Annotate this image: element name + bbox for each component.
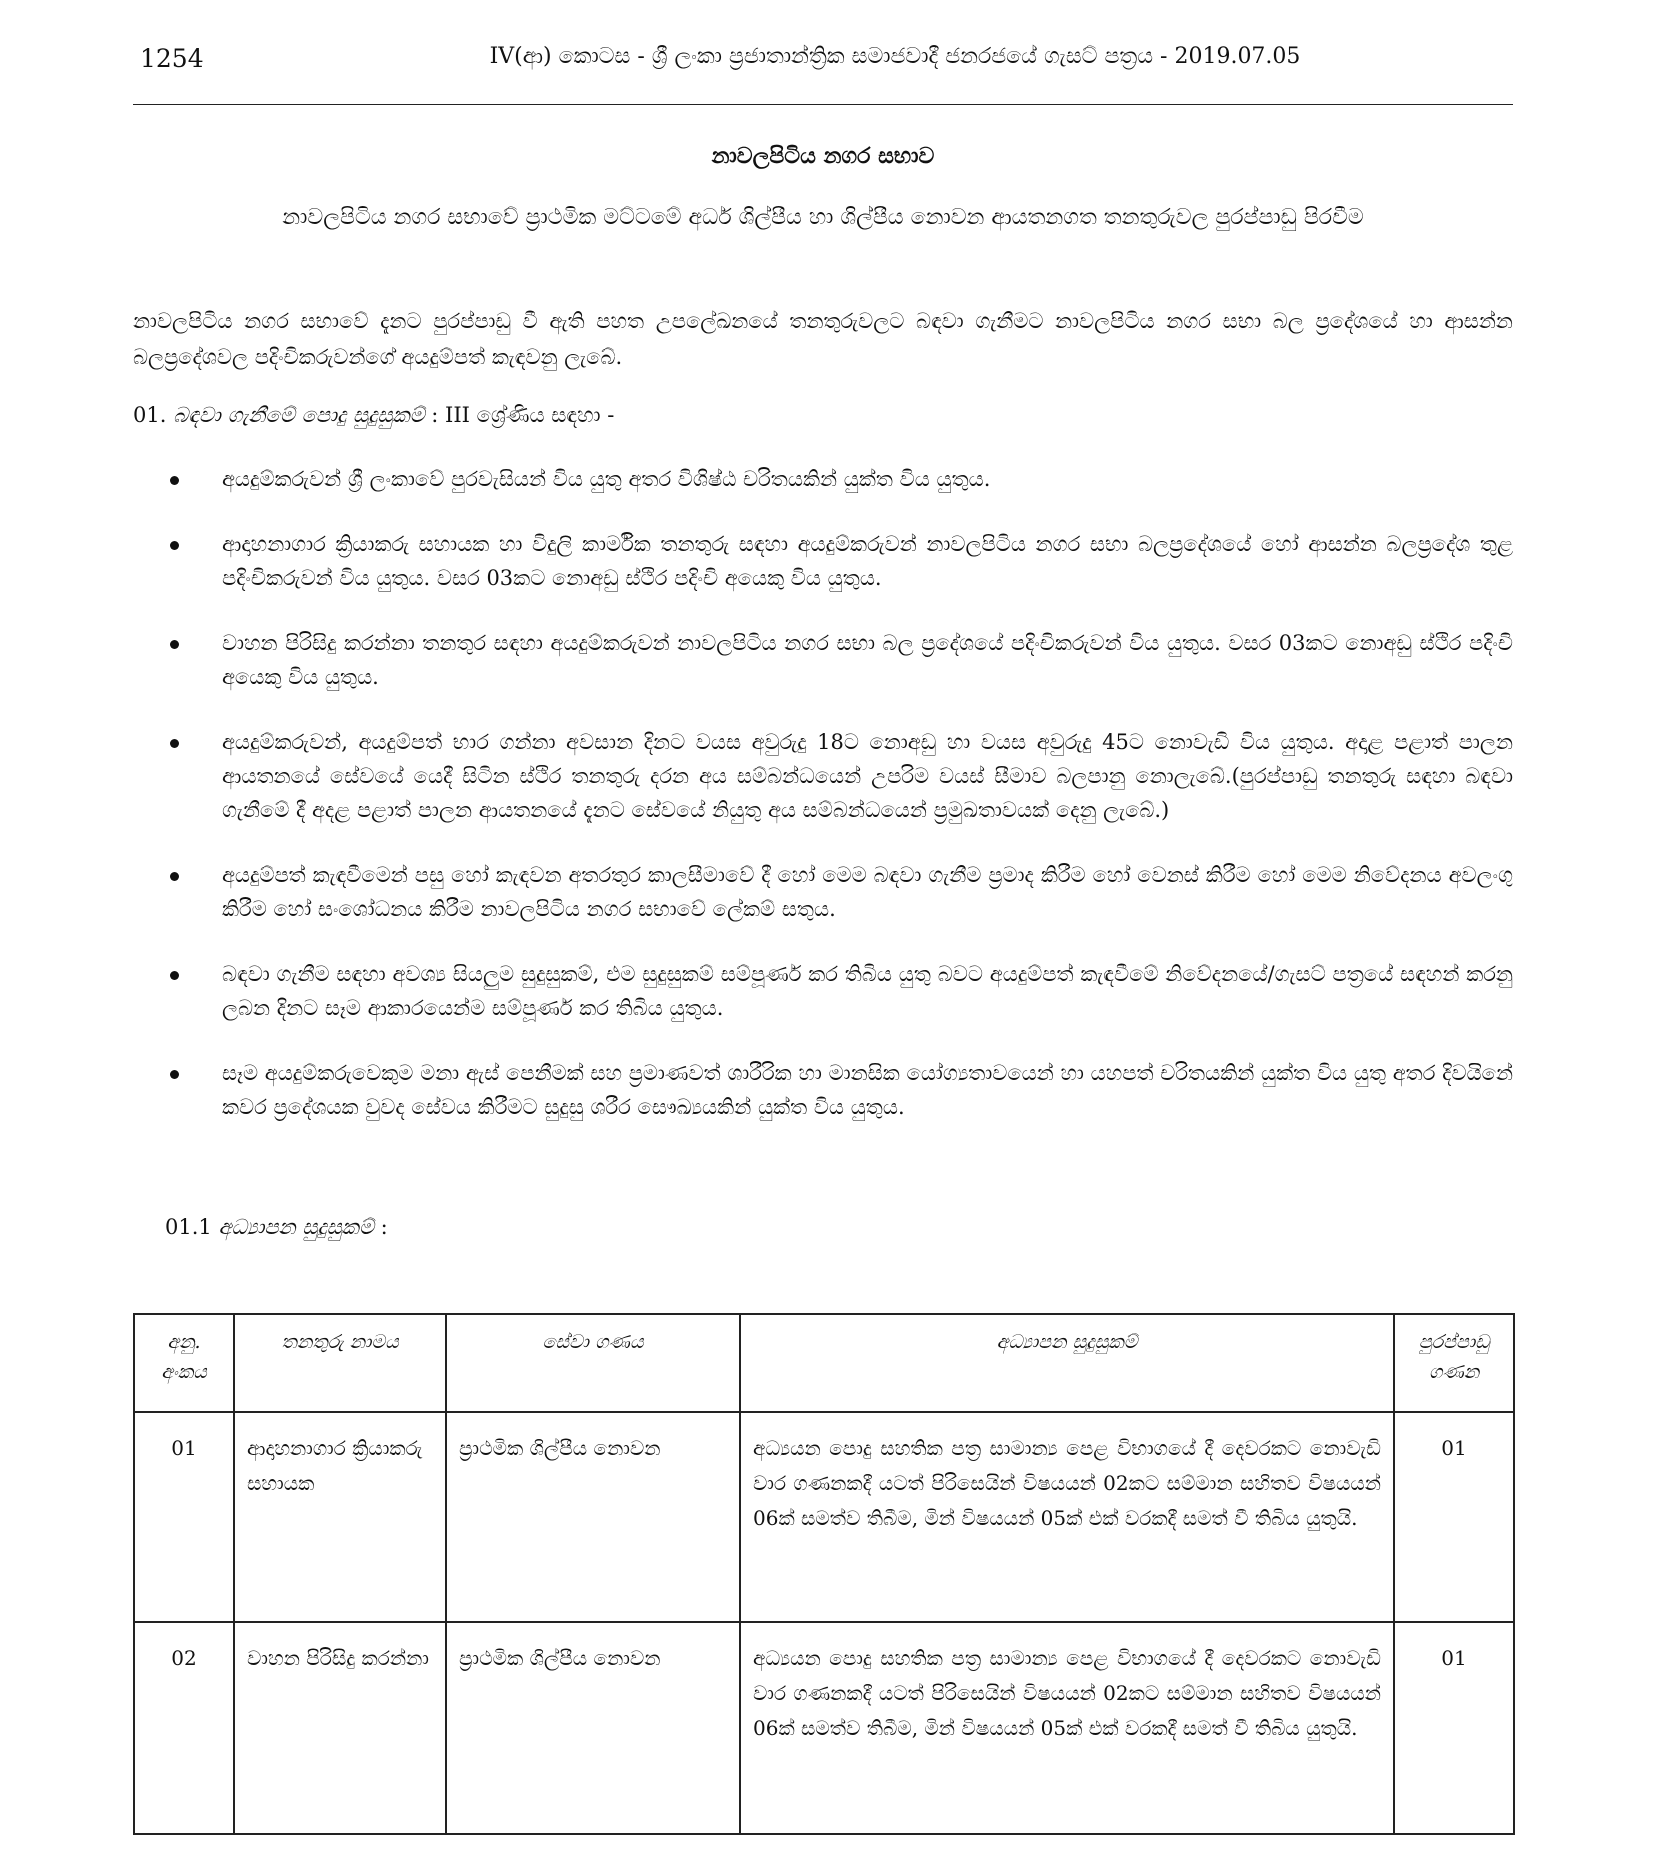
header-divider — [133, 104, 1513, 105]
cell-service: ප්‍රාථමික ශිල්පීය නොවන — [446, 1622, 740, 1834]
cell-post: ආදාහනාගාර ක්‍රියාකරු සහායක — [234, 1412, 446, 1622]
document-subtitle: නාවලපිටිය නගර සභාවේ ප්‍රාථමික මට්ටමේ අර්ධ ශිල්පීය හා ශිල්පීය නොවන ආයතනගත තනතුරුවල පුරප්පාඩු පිරවීම — [282, 205, 1364, 230]
column-header-qualification: අධ්‍යාපන සුදුසුකම් — [740, 1314, 1394, 1412]
qualifications-table — [133, 1313, 1515, 1835]
section-title: බඳවා ගැනීමේ පොදු සුදුසුකම් — [173, 403, 425, 427]
bullet-icon — [170, 541, 179, 550]
bullet-icon — [170, 739, 179, 748]
column-header-service: සේවා ගණය — [446, 1314, 740, 1412]
bullet-icon — [170, 476, 179, 485]
document-title: නාවලපිටිය නගර සභාව — [711, 143, 935, 169]
section-number: 01. — [133, 403, 167, 427]
table-row — [134, 1622, 1514, 1834]
cell-vacancies: 01 — [1394, 1412, 1514, 1622]
bullet-text: අයදුම්පත් කැඳවීමෙන් පසු හෝ කැඳවන අතරතුර කාලසීමාවේ දී හෝ මෙම බඳවා ගැනීම ප්‍රමාද කිරීම හෝ වෙනස් කිරීම හෝ මෙම නිවේදනය අවලංගු කිරීම හෝ සංශෝධනය කිරීම නාවලපිටිය නගර සභාවේ ලේකම් සතුය. — [222, 863, 1513, 921]
list-item — [160, 1056, 1513, 1124]
cell-service: ප්‍රාථමික ශිල්පීය නොවන — [446, 1412, 740, 1622]
column-header-vacancies: පුරප්පාඩු ගණන — [1394, 1314, 1514, 1412]
section-number: 01.1 — [165, 1215, 212, 1239]
column-header-post: තනතුරු නාමය — [234, 1314, 446, 1412]
bullet-icon — [170, 640, 179, 649]
bullet-text: ආදාහනාගාර ක්‍රියාකරු සහායක හා විදුලි කාර්මික තනතුරු සඳහා අයදුම්කරුවන් නාවලපිටිය නගර සභා බලප්‍රදේශයේ හෝ ආසන්න බලප්‍රදේශ තුළ පදිංචිකරුවන් විය යුතුය. වසර 03කට නොඅඩු ස්ථිර පදිංචි අයෙකු විය යුතුය. — [222, 532, 1513, 590]
list-item — [160, 626, 1513, 694]
bullet-text: වාහන පිරිසිදු කරන්නා තනතුර සඳහා අයදුම්කරුවන් නාවලපිටිය නගර සභා බල ප්‍රදේශයේ පදිංචිකරුවන් විය යුතුය. වසර 03කට නොඅඩු ස්ථිර පදිංචි අයෙකු විය යුතුය. — [222, 631, 1513, 689]
list-item — [160, 462, 1513, 496]
list-item — [160, 527, 1513, 595]
list-item — [160, 858, 1513, 926]
bullet-text: අයදුම්කරුවන් ශ්‍රී ලංකාවේ පුරවැසියන් විය යුතු අතර විශිෂ්ඨ චරිතයකින් යුක්ත විය යුතුය. — [222, 467, 991, 491]
page-header — [140, 44, 1512, 84]
cell-serial: 01 — [134, 1412, 234, 1622]
bullet-text: බඳවා ගැනීම සඳහා අවශ්‍ය සියලුම සුදුසුකම්, එම සුදුසුකම් සම්පූර්ණ කර තිබිය යුතු බවට අයදුම්පත් කැඳවීමේ නිවේදනයේ/ගැසට් පත්‍රයේ සඳහන් කරනු ලබන දිනට සෑම ආකාරයෙන්ම සම්පූර්ණ කර තිබිය යුතුය. — [222, 962, 1513, 1020]
gazette-header-title: IV(ආ) කොටස - ශ්‍රී ලංකා ප්‍රජාතාන්ත්‍රික සමාජවාදී ජනරජයේ ගැසට් පත්‍රය - 2019.07.05 — [489, 44, 1301, 69]
section-general-qualifications — [133, 403, 1513, 428]
column-header-serial: අනු. අංකය — [134, 1314, 234, 1412]
cell-vacancies: 01 — [1394, 1622, 1514, 1834]
bullet-icon — [170, 872, 179, 881]
section-title: අධ්‍යාපන සුදුසුකම් — [218, 1215, 374, 1239]
cell-qualification: අධ්‍යයන පොදු සහතික පත්‍ර සාමාන්‍ය පෙළ විභාගයේ දී දෙවරකට නොවැඩි වාර ගණනකදී යටත් පිරිසෙයින් විෂයයන් 02කට සම්මාන සහිතව විෂයයන් 06ක් සමත්ව තිබීම, මින් විෂයයන් 05ක් එක් වරකදී සමත් වී තිබිය යුතුයි. — [740, 1412, 1394, 1622]
bullet-icon — [170, 971, 179, 980]
bullet-text: අයදුම්කරුවන්, අයදුම්පත් භාර ගන්නා අවසාන දිනට වයස අවුරුදු 18ට නොඅඩු හා වයස අවුරුදු 45ට නොවැඩි විය යුතුය. අදාළ පළාත් පාලන ආයතනයේ සේවයේ යෙදී සිටින ස්ථිර තනතුරු දරන අය සම්බන්ධයෙන් උපරිම වයස් සීමාව බලපානු නොලැබේ.(පුරප්පාඩු තනතුරු සඳහා බඳවා ගැනීමේ දී අදළ පළාත් පාලන ආයතනයේ දැනට සේවයේ නියුතු අය සම්බන්ධයෙන් ප්‍රමුඛතාවයක් දෙනු ලැබේ.) — [222, 730, 1513, 822]
section-educational-qualifications — [165, 1215, 388, 1240]
bullet-text: සෑම අයදුම්කරුවෙකුම මනා ඇස් පෙනීමක් සහ ප්‍රමාණවත් ශාරීරික හා මානසික යෝග්‍යතාවයෙන් හා යහපත් චරිතයකින් යුක්ත විය යුතු අතර දිවයිනේ කවර ප්‍රදේශයක වුවද සේවය කිරීමට සුදුසු ශරීර සෞඛ්‍යයකින් යුක්ත විය යුතුය. — [222, 1061, 1513, 1119]
section-suffix: : III ශ්‍රේණිය සඳහා - — [431, 403, 615, 427]
qualification-bullet-list — [160, 462, 1513, 1155]
intro-paragraph: නාවලපිටිය නගර සභාවේ දැනට පුරප්පාඩු වී ඇති පහත උපලේඛනයේ තනතුරුවලට බඳවා ගැනීමට නාවලපිටිය නගර සභා බල ප්‍රදේශයේ හා ආසන්න බලප්‍රදේශවල පදිංචිකරුවන්ගේ අයදුම්පත් කැඳවනු ලැබේ. — [133, 309, 1513, 369]
list-item — [160, 957, 1513, 1025]
cell-post: වාහන පිරිසිදු කරන්නා — [234, 1622, 446, 1834]
cell-serial: 02 — [134, 1622, 234, 1834]
page-number: 1254 — [140, 44, 204, 73]
list-item — [160, 725, 1513, 827]
bullet-icon — [170, 1070, 179, 1079]
table-row — [134, 1412, 1514, 1622]
cell-qualification: අධ්‍යයන පොදු සහතික පත්‍ර සාමාන්‍ය පෙළ විභාගයේ දී දෙවරකට නොවැඩි වාර ගණනකදී යටත් පිරිසෙයින් විෂයයන් 02කට සම්මාන සහිතව විෂයයන් 06ක් සමත්ව තිබීම, මින් විෂයයන් 05ක් එක් වරකදී සමත් වී තිබිය යුතුයි. — [740, 1622, 1394, 1834]
section-suffix: : — [380, 1215, 388, 1239]
table-header-row — [134, 1314, 1514, 1412]
